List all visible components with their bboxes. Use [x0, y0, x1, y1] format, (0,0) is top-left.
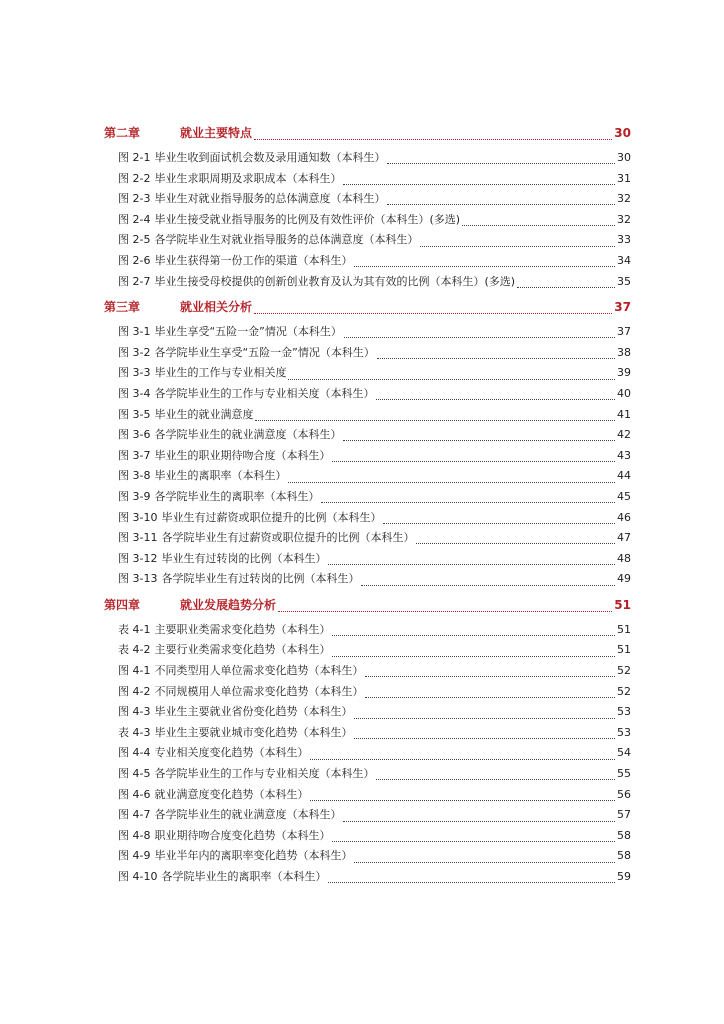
toc-entry-label — [118, 529, 414, 545]
toc-entry-number: 图 4-10 — [118, 870, 158, 883]
toc-figure-entry[interactable] — [104, 426, 631, 447]
toc-entry-number: 表 4-3 — [118, 725, 151, 739]
toc-page-number: 54 — [617, 746, 631, 760]
toc-entry-title: 毕业生有过转岗的比例（本科生） — [161, 551, 327, 565]
toc-entry-number: 图 3-13 — [118, 572, 158, 586]
dot-leader — [354, 265, 615, 267]
toc-entry-number: 第二章 — [104, 126, 141, 140]
toc-entry-label — [118, 662, 363, 678]
dot-leader — [332, 460, 615, 462]
toc-entry-title: 就业发展趋势分析 — [180, 597, 277, 612]
toc-figure-entry[interactable] — [104, 467, 631, 488]
toc-entry-label — [118, 827, 330, 843]
toc-entry-title: 主要行业类需求变化趋势（本科生） — [154, 643, 331, 657]
toc-entry-label — [104, 298, 252, 315]
toc-entry-title: 各学院毕业生有过转岗的比例（本科生） — [161, 572, 360, 586]
toc-page-number: 58 — [617, 828, 631, 842]
toc-page-number: 30 — [614, 126, 631, 140]
toc-entry-label — [118, 847, 352, 863]
dot-leader — [462, 224, 615, 226]
toc-page-number: 41 — [617, 407, 631, 421]
table-of-contents — [104, 124, 631, 889]
dot-leader — [343, 183, 615, 185]
toc-entry-title: 毕业生主要就业省份变化趋势（本科生） — [154, 705, 353, 719]
toc-figure-entry[interactable] — [104, 447, 631, 468]
toc-entry-label — [104, 596, 276, 613]
toc-entry-number: 图 3-12 — [118, 551, 158, 565]
toc-entry-number: 图 2-5 — [118, 233, 151, 247]
toc-entry-label — [118, 488, 319, 504]
toc-entry-title: 不同规模用人单位需求变化趋势（本科生） — [154, 684, 364, 698]
toc-page-number: 37 — [614, 300, 631, 315]
toc-entry-number: 表 4-1 — [118, 622, 151, 636]
toc-page-number: 48 — [617, 551, 631, 565]
toc-entry-title: 职业期待吻合度变化趋势（本科生） — [154, 828, 331, 842]
dot-leader — [377, 357, 615, 359]
toc-figure-entry[interactable] — [104, 231, 631, 252]
toc-entry-label — [118, 149, 385, 165]
toc-entry-number: 图 3-4 — [118, 386, 151, 400]
toc-page-number: 45 — [617, 489, 631, 503]
toc-figure-entry[interactable] — [104, 744, 631, 765]
toc-entry-number: 图 4-2 — [118, 684, 151, 698]
toc-entry-title: 毕业生获得第一份工作的渠道（本科生） — [154, 253, 353, 267]
toc-chapter-entry[interactable] — [104, 298, 631, 320]
toc-entry-label — [118, 467, 286, 483]
toc-entry-number: 图 2-2 — [118, 171, 151, 185]
toc-figure-entry[interactable] — [104, 703, 631, 724]
toc-page-number: 51 — [617, 643, 631, 657]
toc-figure-entry[interactable] — [104, 364, 631, 385]
dot-leader — [387, 162, 615, 164]
dot-leader — [354, 717, 615, 719]
toc-entry-title: 毕业生主要就业城市变化趋势（本科生） — [154, 725, 353, 739]
toc-page-number: 52 — [617, 684, 631, 698]
toc-figure-entry[interactable] — [104, 273, 631, 294]
dot-leader — [310, 799, 615, 801]
toc-entry-label — [118, 806, 341, 822]
toc-figure-entry[interactable] — [104, 211, 631, 232]
dot-leader — [343, 439, 615, 441]
toc-entry-label — [118, 170, 341, 186]
toc-entry-title: 毕业生的离职率（本科生） — [154, 469, 287, 483]
dot-leader — [332, 655, 615, 657]
dot-leader — [288, 481, 615, 483]
toc-entry-label — [118, 703, 352, 719]
toc-page-number: 38 — [617, 345, 631, 359]
toc-entry-label — [118, 426, 341, 442]
toc-page-number: 52 — [617, 664, 631, 678]
toc-entry-label — [118, 621, 330, 637]
toc-page-number: 51 — [614, 597, 631, 612]
toc-figure-entry[interactable] — [104, 827, 631, 848]
toc-entry-label — [118, 252, 352, 268]
toc-page-number: 39 — [617, 366, 631, 380]
toc-entry-label — [118, 211, 460, 227]
toc-entry-title: 毕业生收到面试机会数及录用通知数（本科生） — [154, 151, 386, 164]
toc-entry-title: 各学院毕业生享受“五险一金”情况（本科生） — [154, 345, 375, 359]
toc-page-number: 32 — [617, 192, 631, 206]
toc-page-number: 33 — [617, 233, 631, 247]
toc-entry-number: 图 3-11 — [118, 531, 158, 545]
toc-entry-number: 图 2-6 — [118, 253, 151, 267]
dot-leader — [328, 881, 615, 883]
toc-entry-title: 毕业生的工作与专业相关度 — [154, 366, 287, 380]
toc-figure-entry[interactable] — [104, 190, 631, 211]
toc-entry-label — [118, 509, 381, 525]
toc-page-number: 32 — [617, 212, 631, 226]
toc-page-number: 57 — [617, 808, 631, 822]
dot-leader — [332, 840, 615, 842]
toc-entry-number: 图 2-3 — [118, 192, 151, 206]
toc-figure-entry[interactable] — [104, 344, 631, 365]
dot-leader — [321, 501, 615, 503]
dot-leader — [361, 584, 615, 586]
dot-leader — [254, 138, 612, 140]
dot-leader — [416, 542, 615, 544]
toc-entry-title: 毕业生享受“五险一金”情况（本科生） — [154, 325, 342, 339]
toc-entry-number: 图 4-8 — [118, 828, 151, 842]
toc-entry-title: 毕业生对就业指导服务的总体满意度（本科生） — [154, 192, 386, 206]
toc-figure-entry[interactable] — [104, 385, 631, 406]
dot-leader — [288, 378, 615, 380]
toc-entry-title: 主要职业类需求变化趋势（本科生） — [154, 622, 331, 636]
toc-entry-title: 毕业生接受母校提供的创新创业教育及认为其有效的比例（本科生）(多选) — [154, 274, 516, 288]
toc-entry-number: 图 4-9 — [118, 849, 151, 863]
toc-entry-title: 各学院毕业生的工作与专业相关度（本科生） — [154, 767, 375, 781]
toc-figure-entry[interactable] — [104, 765, 631, 786]
toc-page-number: 55 — [617, 767, 631, 781]
toc-entry-number: 表 4-2 — [118, 643, 151, 657]
toc-page-number: 42 — [617, 428, 631, 442]
toc-entry-number: 图 4-7 — [118, 808, 151, 822]
toc-figure-entry[interactable] — [104, 662, 631, 683]
toc-entry-number: 图 4-5 — [118, 767, 151, 781]
toc-page-number: 46 — [617, 510, 631, 524]
toc-entry-label — [104, 124, 252, 141]
toc-figure-entry[interactable] — [104, 323, 631, 344]
toc-entry-title: 毕业生求职周期及求职成本（本科生） — [154, 171, 342, 185]
toc-entry-number: 图 3-3 — [118, 366, 151, 380]
toc-entry-title: 毕业半年内的离职率变化趋势（本科生） — [154, 849, 353, 863]
toc-page-number: 37 — [617, 325, 631, 339]
toc-page-number: 53 — [617, 725, 631, 739]
toc-figure-entry[interactable] — [104, 641, 631, 662]
toc-entry-number: 图 3-8 — [118, 469, 151, 483]
toc-entry-label — [118, 724, 352, 740]
toc-entry-title: 各学院毕业生的工作与专业相关度（本科生） — [154, 386, 375, 400]
toc-figure-entry[interactable] — [104, 683, 631, 704]
toc-entry-number: 图 3-7 — [118, 448, 151, 462]
toc-figure-entry[interactable] — [104, 550, 631, 571]
toc-entry-number: 图 4-1 — [118, 664, 151, 678]
toc-entry-number: 图 4-6 — [118, 787, 151, 801]
toc-entry-number: 图 2-7 — [118, 274, 151, 288]
toc-page-number: 35 — [617, 274, 631, 288]
dot-leader — [517, 286, 615, 288]
toc-page-number: 56 — [617, 787, 631, 801]
toc-entry-title: 各学院毕业生对就业指导服务的总体满意度（本科生） — [154, 233, 419, 247]
toc-entry-title: 各学院毕业生的离职率（本科生） — [161, 870, 327, 883]
toc-entry-number: 图 3-2 — [118, 345, 151, 359]
dot-leader — [328, 563, 615, 565]
dot-leader — [387, 203, 615, 205]
toc-figure-entry[interactable] — [104, 847, 631, 868]
toc-entry-label — [118, 447, 330, 463]
dot-leader — [310, 758, 615, 760]
toc-figure-entry[interactable] — [104, 868, 631, 889]
dot-leader — [254, 312, 612, 314]
toc-page-number: 40 — [617, 386, 631, 400]
toc-entry-number: 第四章 — [104, 597, 141, 612]
toc-page-number: 53 — [617, 705, 631, 719]
dot-leader — [278, 610, 612, 612]
toc-entry-number: 图 3-9 — [118, 489, 151, 503]
dot-leader — [376, 398, 615, 400]
toc-entry-title: 不同类型用人单位需求变化趋势（本科生） — [154, 664, 364, 678]
dot-leader — [365, 696, 615, 698]
toc-entry-label — [118, 273, 515, 289]
dot-leader — [255, 419, 615, 421]
toc-figure-entry[interactable] — [104, 406, 631, 427]
toc-entry-title: 毕业生的职业期待吻合度（本科生） — [154, 448, 331, 462]
toc-entry-label — [118, 786, 308, 802]
toc-entry-label — [118, 868, 326, 884]
dot-leader — [365, 675, 615, 677]
toc-entry-number: 图 3-10 — [118, 510, 158, 524]
toc-page-number: 51 — [617, 622, 631, 636]
toc-entry-title: 各学院毕业生的就业满意度（本科生） — [154, 428, 342, 442]
toc-entry-number: 图 4-3 — [118, 705, 151, 719]
dot-leader — [344, 336, 615, 338]
toc-page-number: 59 — [617, 870, 631, 883]
toc-entry-number: 图 3-1 — [118, 325, 151, 339]
toc-entry-number: 图 3-6 — [118, 428, 151, 442]
toc-figure-entry[interactable] — [104, 529, 631, 550]
dot-leader — [332, 634, 615, 636]
toc-figure-entry[interactable] — [104, 488, 631, 509]
toc-entry-label — [118, 683, 363, 699]
toc-entry-label — [118, 364, 286, 380]
toc-chapter-entry[interactable] — [104, 596, 631, 618]
toc-figure-entry[interactable] — [104, 724, 631, 745]
toc-entry-number: 图 2-1 — [118, 151, 151, 164]
toc-figure-entry[interactable] — [104, 170, 631, 191]
toc-entry-label — [118, 641, 330, 657]
toc-figure-entry[interactable] — [104, 806, 631, 827]
dot-leader — [383, 522, 615, 524]
toc-entry-number: 图 4-4 — [118, 746, 151, 760]
toc-entry-label — [118, 344, 375, 360]
toc-entry-label — [118, 323, 342, 339]
toc-entry-title: 就业满意度变化趋势（本科生） — [154, 787, 309, 801]
toc-entry-title: 各学院毕业生的离职率（本科生） — [154, 489, 320, 503]
toc-entry-title: 各学院毕业生有过薪资或职位提升的比例（本科生） — [161, 531, 415, 545]
toc-entry-label — [118, 190, 385, 206]
dot-leader — [354, 861, 615, 863]
toc-page-number: 43 — [617, 448, 631, 462]
dot-leader — [420, 245, 615, 247]
toc-page-number: 58 — [617, 849, 631, 863]
dot-leader — [376, 778, 615, 780]
toc-figure-entry[interactable] — [104, 509, 631, 530]
toc-figure-entry[interactable] — [104, 252, 631, 273]
dot-leader — [354, 737, 615, 739]
toc-entry-number: 第三章 — [104, 300, 141, 315]
toc-page-number: 30 — [617, 151, 631, 164]
toc-entry-number: 图 2-4 — [118, 212, 151, 226]
toc-entry-number: 图 3-5 — [118, 407, 151, 421]
toc-entry-title: 各学院毕业生的就业满意度（本科生） — [154, 808, 342, 822]
toc-figure-entry[interactable] — [104, 570, 631, 591]
toc-figure-entry[interactable] — [104, 786, 631, 807]
toc-page-number: 34 — [617, 253, 631, 267]
toc-entry-label — [118, 570, 359, 586]
toc-chapter-entry[interactable] — [104, 124, 631, 146]
toc-page-number: 44 — [617, 469, 631, 483]
toc-entry-title: 毕业生的就业满意度 — [154, 407, 254, 421]
toc-entry-label — [118, 406, 253, 422]
toc-entry-label — [118, 744, 308, 760]
toc-page-number: 31 — [617, 171, 631, 185]
toc-page-number: 49 — [617, 572, 631, 586]
toc-entry-title: 就业相关分析 — [180, 300, 253, 315]
toc-entry-title: 毕业生有过薪资或职位提升的比例（本科生） — [161, 510, 382, 524]
toc-figure-entry[interactable] — [104, 149, 631, 170]
toc-entry-label — [118, 550, 326, 566]
toc-entry-title: 就业主要特点 — [180, 126, 253, 140]
toc-entry-title: 毕业生接受就业指导服务的比例及有效性评价（本科生）(多选) — [154, 212, 461, 226]
toc-figure-entry[interactable] — [104, 621, 631, 642]
dot-leader — [343, 820, 615, 822]
toc-entry-label — [118, 385, 374, 401]
toc-entry-label — [118, 765, 374, 781]
toc-entry-title: 专业相关度变化趋势（本科生） — [154, 746, 309, 760]
toc-entry-label — [118, 231, 418, 247]
toc-page-number: 47 — [617, 531, 631, 545]
